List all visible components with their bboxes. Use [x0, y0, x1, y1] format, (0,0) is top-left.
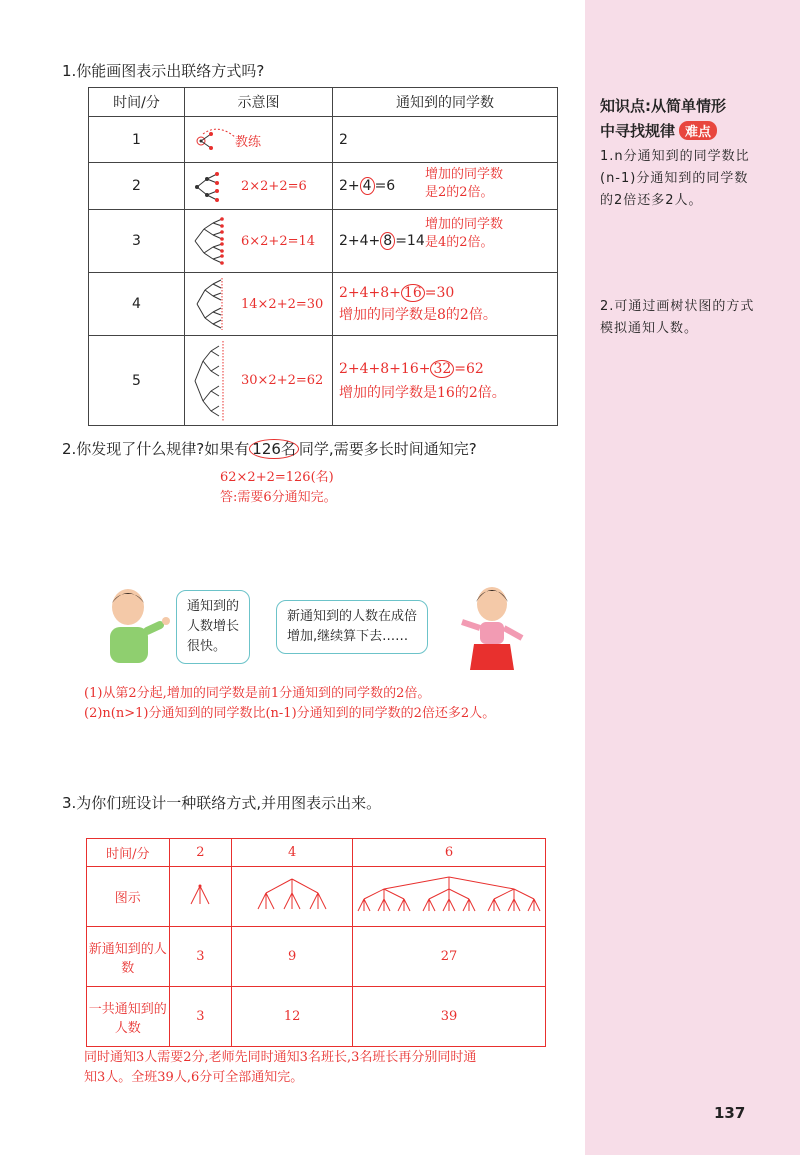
note-line: 增加的同学数 — [425, 167, 504, 182]
sidebar-title-2 — [600, 120, 717, 141]
note-line: 增加的同学数 — [425, 217, 504, 232]
tree-diagram-small — [185, 880, 215, 910]
row-count — [333, 163, 558, 210]
cell: 2 — [169, 839, 232, 867]
cell: 39 — [353, 987, 546, 1047]
question-2 — [62, 438, 477, 459]
table-row — [87, 987, 546, 1047]
bubble-line: 新通知到的人数在成倍 — [287, 609, 418, 624]
page-number: 137 — [714, 1104, 746, 1122]
bubble-line: 通知到的 — [187, 599, 240, 614]
cell: 6 — [353, 839, 546, 867]
count-line — [339, 282, 556, 304]
table-1 — [88, 87, 558, 426]
cell: 3 — [169, 927, 232, 987]
table-row — [89, 273, 558, 336]
row-label: 新通知到的人数 — [87, 927, 170, 987]
table-row — [89, 210, 558, 273]
row-diagram — [185, 210, 333, 273]
count-line — [339, 357, 556, 381]
count-suffix: =14 — [395, 233, 425, 249]
bubble-line: 很快。 — [187, 639, 227, 654]
bubble-line: 增加,继续算下去…… — [287, 629, 409, 644]
question-1: 1.你能画图表示出联络方式吗? — [62, 62, 265, 80]
answer-line: 同时通知3人需要2分,老师先同时通知3名班长,3名班长再分别同时通 — [84, 1050, 477, 1065]
tree-diagram-2 — [193, 167, 233, 207]
diagram-cell — [169, 867, 232, 927]
row-time: 5 — [89, 336, 185, 426]
count-circled: 16 — [401, 284, 425, 302]
rules-text — [84, 684, 495, 724]
header-count: 通知到的同学数 — [333, 88, 558, 117]
diagram-cell — [232, 867, 353, 927]
circled-number: 126名 — [249, 439, 299, 459]
count-circled: 32 — [430, 360, 454, 378]
cell: 27 — [353, 927, 546, 987]
count-prefix: 2+ — [339, 178, 360, 194]
note-line: 增加的同学数是16的2倍。 — [339, 384, 506, 401]
row-diagram — [185, 117, 333, 163]
note-line: 是2的2倍。 — [425, 185, 494, 200]
girl-illustration — [452, 582, 532, 677]
row-time: 2 — [89, 163, 185, 210]
cell: 9 — [232, 927, 353, 987]
row-time: 1 — [89, 117, 185, 163]
count-circled: 4 — [360, 177, 375, 195]
difficulty-badge: 难点 — [679, 121, 717, 140]
formula: 2×2+2=6 — [241, 179, 307, 194]
count-suffix: =6 — [374, 178, 396, 194]
boy-illustration — [98, 585, 178, 675]
answer-line: 知3人。全班39人,6分可全部通知完。 — [84, 1070, 304, 1085]
tree-diagram-large — [354, 873, 544, 917]
sidebar-title-text: 中寻找规律 — [600, 122, 676, 140]
table-3 — [86, 838, 546, 1047]
question-2-answer — [220, 468, 337, 508]
note-line: 是4的2倍。 — [425, 235, 494, 250]
sidebar-title: 知识点:从简单情形 — [600, 97, 726, 115]
note — [425, 166, 503, 202]
tree-diagram-4 — [191, 276, 236, 332]
row-label: 时间/分 — [87, 839, 170, 867]
row-time: 4 — [89, 273, 185, 336]
table-row — [87, 867, 546, 927]
question-2-post: 同学,需要多长时间通知完? — [298, 440, 477, 458]
row-label: 一共通知到的人数 — [87, 987, 170, 1047]
tree-diagram-medium — [252, 875, 332, 915]
count-circled: 8 — [380, 232, 395, 250]
cell: 4 — [232, 839, 353, 867]
sidebar-point-2: 2.可通过画树状图的方式模拟通知人数。 — [600, 299, 755, 336]
bubble-line: 人数增长 — [187, 619, 240, 634]
count-suffix: =62 — [454, 360, 484, 377]
coach-label: 教练 — [235, 135, 262, 150]
row-diagram — [185, 273, 333, 336]
row-count: 2 — [333, 117, 558, 163]
question-3: 3.为你们班设计一种联络方式,并用图表示出来。 — [62, 794, 382, 812]
table-row — [89, 163, 558, 210]
note — [425, 216, 503, 252]
header-time: 时间/分 — [89, 88, 185, 117]
sidebar-point-1: 1.n分通知到的同学数比(n-1)分通知到的同学数的2倍还多2人。 — [600, 149, 750, 208]
note-line: 增加的同学数是8的2倍。 — [339, 307, 497, 323]
tree-diagram-5 — [191, 339, 236, 423]
count-prefix: 2+4+ — [339, 233, 381, 249]
boy-speech-bubble — [176, 590, 250, 664]
table-row — [87, 839, 546, 867]
table-row — [89, 117, 558, 163]
formula: 30×2+2=62 — [241, 373, 324, 388]
row-count — [333, 210, 558, 273]
question-2-pre: 2.你发现了什么规律?如果有 — [62, 440, 250, 458]
rule-line: (2)n(n>1)分通知到的同学数比(n-1)分通知到的同学数的2倍还多2人。 — [84, 706, 496, 721]
answer-line: 62×2+2=126(名) — [220, 470, 334, 485]
rule-line: (1)从第2分起,增加的同学数是前1分通知到的同学数的2倍。 — [84, 686, 431, 701]
formula: 6×2+2=14 — [241, 234, 316, 249]
row-count — [333, 273, 558, 336]
table-row — [89, 336, 558, 426]
row-label: 图示 — [87, 867, 170, 927]
count-prefix: 2+4+8+16+ — [339, 360, 431, 377]
cell: 12 — [232, 987, 353, 1047]
row-diagram — [185, 336, 333, 426]
count-prefix: 2+4+8+ — [339, 285, 401, 301]
tree-diagram-3 — [191, 213, 236, 269]
question-3-answer — [84, 1048, 564, 1088]
row-count — [333, 336, 558, 426]
table-header — [89, 88, 558, 117]
girl-speech-bubble — [276, 600, 428, 654]
table-row — [87, 927, 546, 987]
header-diagram: 示意图 — [185, 88, 333, 117]
cell: 3 — [169, 987, 232, 1047]
row-diagram — [185, 163, 333, 210]
diagram-cell — [353, 867, 546, 927]
answer-line: 答:需要6分通知完。 — [220, 490, 337, 505]
count-suffix: =30 — [424, 285, 455, 301]
formula: 14×2+2=30 — [241, 297, 324, 312]
row-time: 3 — [89, 210, 185, 273]
